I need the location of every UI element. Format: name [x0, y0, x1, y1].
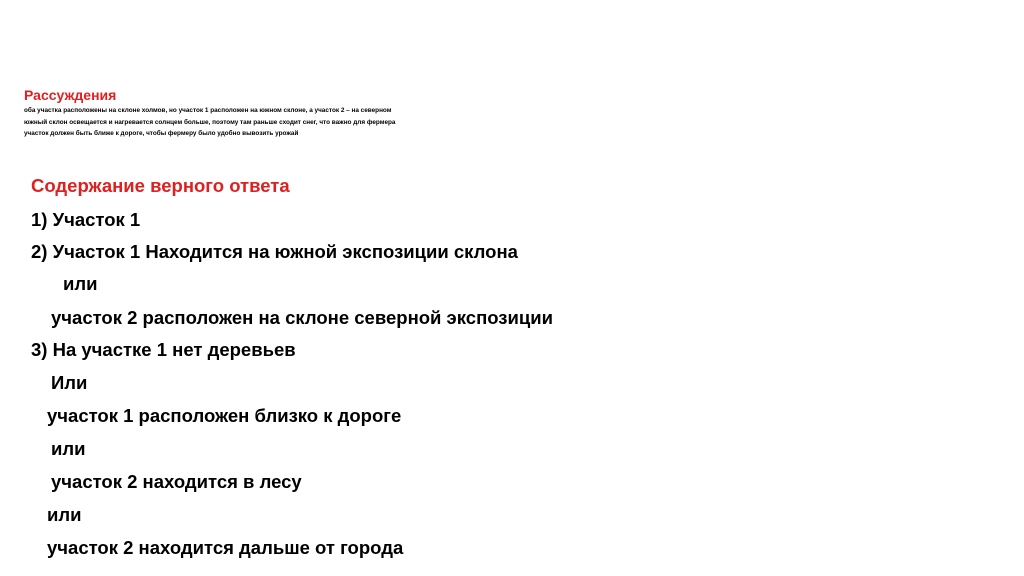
answer-line-7: участок 2 находится дальше от города [47, 537, 404, 558]
answer-line-2: 2) Участок 1 Находится на южной экспозиции склона [31, 241, 518, 262]
reasoning-line: участок должен быть ближе к дороге, чтобы фермеру было удобно вывозить урожай [24, 130, 299, 137]
reasoning-title: Рассуждения [24, 87, 117, 103]
reasoning-line: оба участка расположены на склоне холмов, но участок 1 расположен на южном склоне, а участок 2 – на северном [24, 107, 392, 114]
reasoning-text [24, 105, 464, 140]
answer-line-6: участок 2 находится в лесу [51, 471, 302, 492]
answer-line-or-4: или [47, 504, 82, 525]
answer-line-or-3: или [51, 438, 86, 459]
answer-line-5: участок 1 расположен близко к дороге [47, 405, 402, 426]
answer-line-or-1: или [63, 273, 98, 294]
answer-line-or-2: Или [51, 372, 88, 393]
answer-line-1: 1) Участок 1 [31, 209, 141, 230]
answer-line-3: участок 2 расположен на склоне северной экспозиции [51, 307, 553, 328]
answer-title: Содержание верного ответа [31, 175, 290, 196]
answer-line-4: 3) На участке 1 нет деревьев [31, 339, 296, 360]
reasoning-line: южный склон освещается и нагревается солнцем больше, поэтому там раньше сходит снег, что важно для фермера [24, 118, 396, 126]
